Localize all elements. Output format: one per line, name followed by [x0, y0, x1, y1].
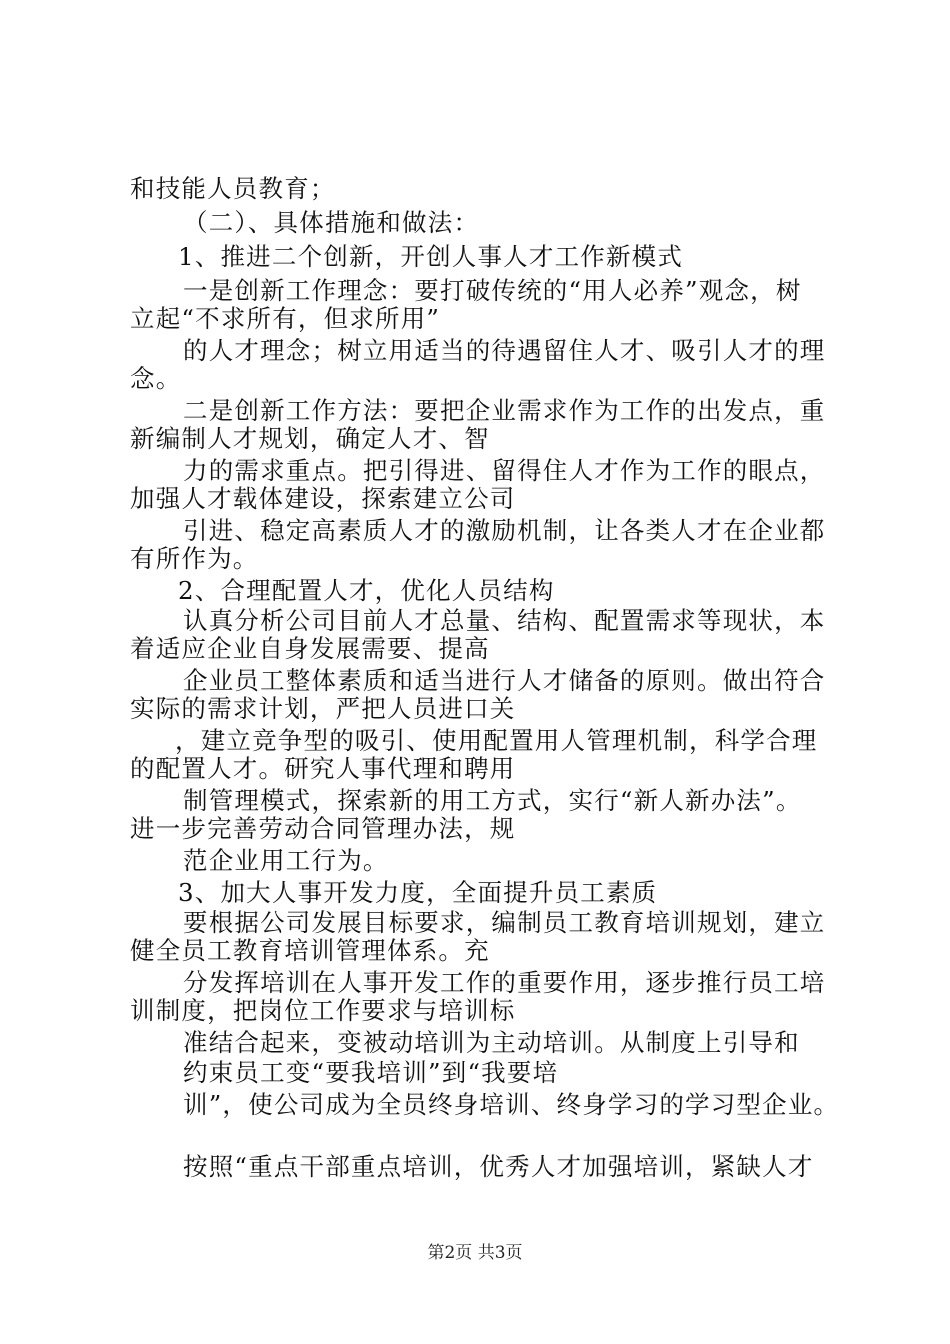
text-line: 新编制人才规划，确定人才、智	[130, 424, 490, 453]
text-line: 训”，使公司成为全员终身培训、终身学习的学习型企业。	[183, 1090, 840, 1119]
text-line: 企业员工整体素质和适当进行人才储备的原则。做出符合	[183, 666, 826, 695]
subsection-heading: 1、推进二个创新，开创人事人才工作新模式	[178, 242, 684, 271]
text-line: 制管理模式，探索新的用工方式，实行“新人新办法”。	[183, 786, 802, 815]
text-line: ，建立竞争型的吸引、使用配置用人管理机制，科学合理	[175, 726, 818, 755]
text-line: 着适应企业自身发展需要、提高	[130, 634, 490, 663]
subsection-heading: 3、加大人事开发力度，全面提升员工素质	[178, 878, 658, 907]
text-line: 的人才理念；树立用适当的待遇留住人才、吸引人才的理	[183, 336, 826, 365]
text-line: 立起“不求所有，但求所用”	[130, 304, 441, 333]
text-line: 力的需求重点。把引得进、留得住人才作为工作的眼点，	[183, 456, 826, 485]
text-line: 有所作为。	[130, 544, 259, 573]
text-line: 认真分析公司目前人才总量、结构、配置需求等现状，本	[183, 606, 826, 635]
text-line: 一是创新工作理念：要打破传统的“用人必养”观念，树	[183, 276, 802, 305]
text-line: 进一步完善劳动合同管理办法，规	[130, 814, 516, 843]
subsection-heading: 2、合理配置人才，优化人员结构	[178, 576, 555, 605]
text-line: 的配置人才。研究人事代理和聘用	[130, 754, 516, 783]
text-line: 准结合起来，变被动培训为主动培训。从制度上引导和	[183, 1028, 800, 1057]
section-heading: （二）、具体措施和做法：	[183, 208, 480, 237]
text-line: 念。	[130, 364, 182, 393]
text-line: 要根据公司发展目标要求，编制员工教育培训规划，建立	[183, 908, 826, 937]
text-line: 范企业用工行为。	[183, 846, 389, 875]
text-line: 和技能人员教育；	[130, 174, 336, 203]
page-number-label: 第2页 共3页	[427, 1243, 523, 1263]
text-line: 按照“重点干部重点培训，优秀人才加强培训，紧缺人才	[183, 1152, 814, 1181]
text-line: 实际的需求计划，严把人员进口关	[130, 694, 516, 723]
text-line: 分发挥培训在人事开发工作的重要作用，逐步推行员工培	[183, 968, 826, 997]
page-footer	[0, 1242, 950, 1264]
text-line: 加强人才载体建设，探索建立公司	[130, 484, 516, 513]
text-line: 训制度，把岗位工作要求与培训标	[130, 996, 516, 1025]
text-line: 引进、稳定高素质人才的激励机制，让各类人才在企业都	[183, 516, 826, 545]
text-line: 约束员工变“要我培训”到“我要培	[183, 1058, 559, 1087]
text-line: 健全员工教育培训管理体系。充	[130, 936, 490, 965]
text-line: 二是创新工作方法：要把企业需求作为工作的出发点，重	[183, 396, 826, 425]
